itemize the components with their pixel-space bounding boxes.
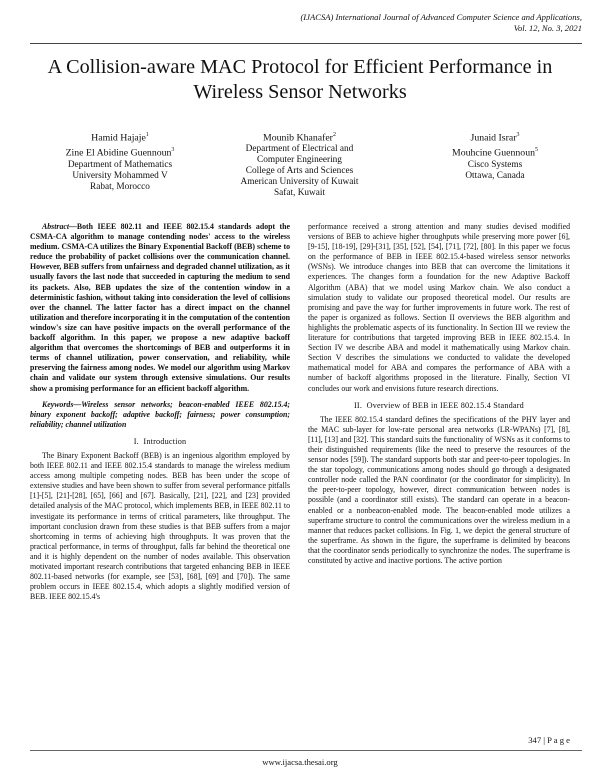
right-column [308,222,570,566]
affiliation-line: Safat, Kuwait [273,188,326,199]
paper-title: A Collision-aware MAC Protocol for Efficient Performance in Wireless Sensor Networks [47,56,553,103]
affiliation-line: College of Arts and Sciences [245,166,354,177]
author-name: Hamid Hajaje$^1$ [91,132,149,144]
affiliation-line: Department of Electrical and [245,144,354,155]
author-name: Zine El Abidine Guennoun$^3$ [65,147,175,159]
keywords [30,400,290,430]
left-column [30,222,290,602]
abstract [30,222,290,394]
journal-header [300,12,582,34]
keywords-label: Keywords— [42,399,82,409]
affiliation-line: Cisco Systems [467,159,523,170]
keywords-text: Wireless sensor networks; beacon-enabled IEEE 802.15.4; binary exponent backoff; adaptive backoff; fairness; power consumption; reliability; channel utilization [30,399,290,429]
section-heading-introduction: I. Introduction [133,436,187,446]
header-rule [30,43,582,44]
page-number: 347 | P a g e [528,735,570,745]
footer-rule [30,750,582,751]
introduction-continued: performance received a strong attention and many studies devised modified versions of BEB to achieve higher throughputs while preserving more power [6], [9-15], [18-19], [29]-[31], [35], [52], [54], [71], [72], [80]. In this paper we focus on the performance of BEB in IEEE 802.15.4-based wireless sensor networks (WSNs). We introduce changes into BEB that can overcome the limitations it experiences. The changes form a foundation for the new Adaptive Backoff Algorithm (ABA) that we model using Markov chain. We also conduct a simulation study to validate our proposed theoretical model. Our results are promising and pave the way for further improvements in future work. The rest of the paper is organized as follows. Section II overviews the BEB algorithm and highlights the problematic aspects of its functionality. In Section III we review the literature for contributions that targeted improving BEB in IEEE 802.15.4. In Section IV we describe ABA and model it mathematically using Markov chain. Section V describes the simulations we conducted to validate the developed mathematical model for ABA and compares the performance of ABA with a number of backoff algorithms proposed in the literature. Finally, Section VI concludes our work and envisions future research directions. [308,222,570,393]
section-heading-overview: II. Overview of BEB in IEEE 802.15.4 Standard [354,400,524,410]
abstract-label: Abstract— [42,222,77,231]
author-name: Mounib Khanafer$^2$ [263,132,336,144]
affiliation-line: Department of Mathematics [67,159,173,170]
author-block-1 [40,129,200,193]
author-block-2 [207,129,392,199]
abstract-text: Both IEEE 802.11 and IEEE 802.15.4 standards adopt the CSMA-CA algorithm to manage contending nodes' access to the wireless medium. CSMA-CA utilizes the Binary Exponential Backoff (BEB) scheme to reduce the probability of packet collisions over the communication channel. However, BEB suffers from unfairness and degraded channel utilization, as it usually favors the last node that succeeded in capturing the medium to send its packets. Also, BEB updates the size of the contention window in a deterministic fashion, without taking into consideration the level of collisions over the channel. The latter factor has a direct impact on the channel utilization and therefore incorporating it in the computation of the contention window's size can have positive impacts on the overall performance of the backoff algorithm. In this paper, we propose a new adaptive backoff algorithm that overcomes the shortcomings of BEB and outperforms it in terms of channel utilization, power conservation, and reliability, while preserving the fairness among nodes. We model our algorithm using Markov chain and validate our system through extensive simulations. Our results show a promising performance for an efficient backoff algorithm. [30,222,290,393]
journal-volume: Vol. 12, No. 3, 2021 [513,23,582,33]
journal-name: (IJACSA) International Journal of Advanced Computer Science and Applications, [300,12,582,22]
affiliation-line: Computer Engineering [257,155,342,166]
affiliation-line: University Mohammed V [72,170,168,181]
affiliation-line: Ottawa, Canada [465,170,525,181]
overview-paragraph: The IEEE 802.15.4 standard defines the specifications of the PHY layer and the MAC sub-layer for low-rate personal area networks (LR-WPANs) [7], [8], [11], [13] and [32]. This standard suits the functionality of WSNs as it conforms to their distinguished requirements (like the need to preserve the resources of the sensor nodes [59]). The standard supports both star and peer-to-peer topologies. In the star topology, communications among nodes should go through a designated controller node called the PAN coordinator (or the coordinator for simplicity). In the peer-to-peer topology, however, direct communication between nodes is possible (and a coordinator still exists). The standard can operate in a beacon-enabled or a nonbeacon-enabled mode. The beacon-enabled mode utilizes a superframe structure to control the communications over the wireless medium in a manner that reduces packet collisions. In Fig. 1, we depict the general structure of the superframe. As shown in the figure, the superframe is delimited by beacons that the coordinator sends periodically to synchronize the nodes. The superframe is constituted by active and inactive portions. The active portion [308,414,570,565]
introduction-paragraph: The Binary Exponent Backoff (BEB) is an ingenious algorithm employed by both IEEE 802.11 and IEEE 802.15.4 standards to manage the wireless medium access among multiple competing nodes. BEB has been under the scope of extensive studies and have been shown to suffer from several performance pitfalls [1]-[5], [21]-[28], [65], [66] and [67]. Basically, [21], [22], and [23] provided detailed analysis of the MAC protocol, which implements BEB, in IEEE 802.11 to investigate its performance in terms of critical parameters, like throughput. The important conclusion drawn from these studies is that BEB suffers from a major shortcoming in terms of achieving high throughputs. It was proven that the practical performance, in terms of throughput, falls far behind the theoretical one and it is highly dependent on the number of nodes available. This observation motivated important research contributions that targeted enhancing BEB in IEEE 802.11-based networks (for example, see [53], [68], [69] and [70]). The same problem occurs in IEEE 802.15.4, which adopts a slightly modified version of BEB. IEEE 802.15.4's [30,450,290,602]
author-block-3 [415,129,575,182]
author-name: Junaid Israr$^3$ [470,132,520,144]
journal-url: www.ijacsa.thesai.org [262,757,338,767]
author-name: Mouhcine Guennoun$^5$ [452,147,538,159]
affiliation-line: Rabat, Morocco [90,181,150,192]
affiliation-line: American University of Kuwait [240,177,359,188]
